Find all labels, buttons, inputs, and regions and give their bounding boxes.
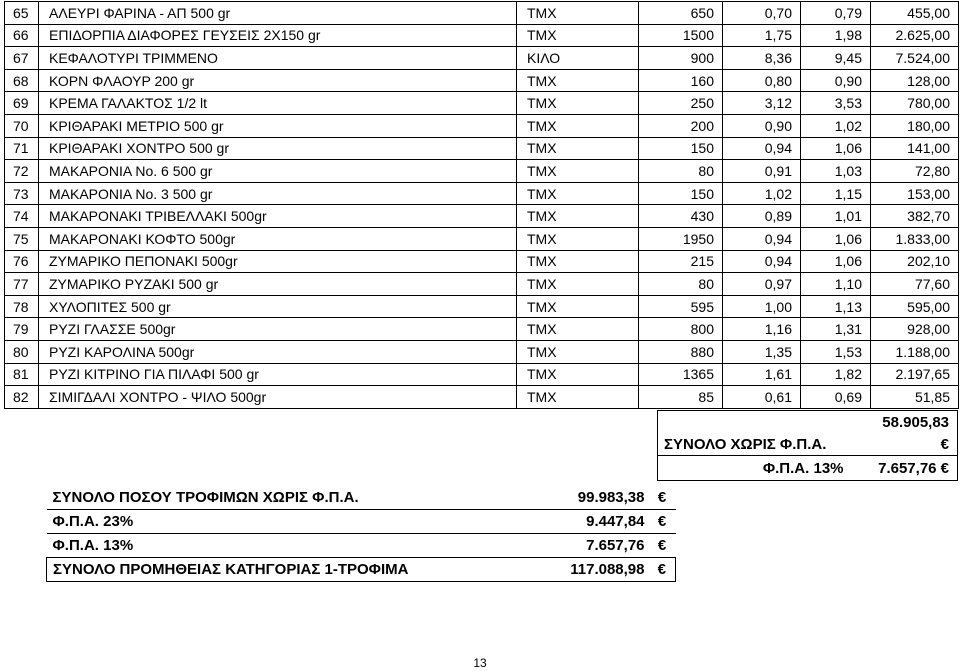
- item-description: ΚΟΡΝ ΦΛΑΟΥΡ 200 gr: [39, 69, 517, 92]
- item-unit: ΤΜΧ: [517, 137, 639, 160]
- totals-row: [47, 558, 676, 582]
- table-row: [5, 24, 959, 47]
- euro-sign: €: [649, 486, 676, 510]
- table-row: [5, 386, 959, 409]
- item-unit-price: 1,35: [723, 340, 801, 363]
- item-description: ΜΑΚΑΡΟΝΑΚΙ ΤΡΙΒΕΛΛΑΚΙ 500gr: [39, 205, 517, 228]
- item-total: 780,00: [871, 92, 959, 115]
- item-unit-price-vat: 1,31: [801, 318, 871, 341]
- item-total: 2.625,00: [871, 24, 959, 47]
- item-number: 74: [5, 205, 39, 228]
- item-number: 82: [5, 386, 39, 409]
- item-quantity: 650: [639, 2, 723, 25]
- item-unit-price: 0,61: [723, 386, 801, 409]
- item-unit-price-vat: 9,45: [801, 47, 871, 70]
- item-number: 67: [5, 47, 39, 70]
- item-unit-price: 1,00: [723, 295, 801, 318]
- item-total: 51,85: [871, 386, 959, 409]
- item-unit-price: 0,80: [723, 69, 801, 92]
- item-number: 66: [5, 24, 39, 47]
- item-total: 180,00: [871, 114, 959, 137]
- item-total: 141,00: [871, 137, 959, 160]
- vat13-value: 7.657,76 €: [850, 456, 958, 481]
- item-number: 81: [5, 363, 39, 386]
- item-unit-price-vat: 0,90: [801, 69, 871, 92]
- item-total: 72,80: [871, 160, 959, 183]
- item-total: 2.197,65: [871, 363, 959, 386]
- page-number: 13: [473, 656, 487, 670]
- item-unit: ΤΜΧ: [517, 386, 639, 409]
- item-description: ΕΠΙΔΟΡΠΙΑ ΔΙΑΦΟΡΕΣ ΓΕΥΣΕΙΣ 2Χ150 gr: [39, 24, 517, 47]
- item-quantity: 250: [639, 92, 723, 115]
- item-quantity: 215: [639, 250, 723, 273]
- table-row: [5, 205, 959, 228]
- item-unit-price: 1,02: [723, 182, 801, 205]
- item-description: ΧΥΛΟΠΙΤΕΣ 500 gr: [39, 295, 517, 318]
- total-label: Φ.Π.Α. 13%: [47, 534, 507, 558]
- item-unit-price-vat: 1,06: [801, 137, 871, 160]
- item-unit-price: 0,94: [723, 227, 801, 250]
- table-row: [5, 47, 959, 70]
- item-unit-price: 1,75: [723, 24, 801, 47]
- item-unit-price-vat: 0,79: [801, 2, 871, 25]
- table-row: [5, 137, 959, 160]
- item-number: 73: [5, 182, 39, 205]
- item-unit: ΚΙΛΟ: [517, 47, 639, 70]
- item-unit-price-vat: 1,98: [801, 24, 871, 47]
- table-row: [5, 295, 959, 318]
- table-row: [5, 182, 959, 205]
- item-number: 71: [5, 137, 39, 160]
- totals-row: [47, 534, 676, 558]
- item-unit-price-vat: 1,13: [801, 295, 871, 318]
- item-unit: ΤΜΧ: [517, 160, 639, 183]
- table-row: [5, 227, 959, 250]
- item-unit: ΤΜΧ: [517, 182, 639, 205]
- item-total: 77,60: [871, 273, 959, 296]
- total-label: ΣΥΝΟΛΟ ΠΟΣΟΥ ΤΡΟΦΙΜΩΝ ΧΩΡΙΣ Φ.Π.Α.: [47, 486, 507, 510]
- item-unit: ΤΜΧ: [517, 295, 639, 318]
- item-quantity: 85: [639, 386, 723, 409]
- item-unit-price-vat: 3,53: [801, 92, 871, 115]
- item-total: 1.833,00: [871, 227, 959, 250]
- total-value: 99.983,38: [507, 486, 649, 510]
- totals-row: [47, 510, 676, 534]
- item-unit-price: 0,70: [723, 2, 801, 25]
- item-description: ΖΥΜΑΡΙΚΟ ΡΥΖΑΚΙ 500 gr: [39, 273, 517, 296]
- item-quantity: 80: [639, 273, 723, 296]
- items-table-body: [5, 2, 959, 409]
- item-description: ΜΑΚΑΡΟΝΙΑ Νο. 6 500 gr: [39, 160, 517, 183]
- item-description: ΡΥΖΙ ΚΑΡΟΛΙΝΑ 500gr: [39, 340, 517, 363]
- item-quantity: 200: [639, 114, 723, 137]
- table-row: [5, 250, 959, 273]
- subtotal-label: ΣΥΝΟΛΟ ΧΩΡΙΣ Φ.Π.Α.: [658, 433, 850, 456]
- item-number: 79: [5, 318, 39, 341]
- item-quantity: 430: [639, 205, 723, 228]
- item-unit-price-vat: 1,01: [801, 205, 871, 228]
- total-label: Φ.Π.Α. 23%: [47, 510, 507, 534]
- item-quantity: 900: [639, 47, 723, 70]
- item-unit: ΤΜΧ: [517, 340, 639, 363]
- item-unit-price: 0,89: [723, 205, 801, 228]
- table-row: [5, 92, 959, 115]
- item-unit: ΤΜΧ: [517, 24, 639, 47]
- item-quantity: 1500: [639, 24, 723, 47]
- table-row: [5, 318, 959, 341]
- item-description: ΚΡΙΘΑΡΑΚΙ ΜΕΤΡΙΟ 500 gr: [39, 114, 517, 137]
- item-number: 68: [5, 69, 39, 92]
- item-number: 76: [5, 250, 39, 273]
- total-value: 117.088,98: [507, 558, 649, 582]
- table-row: [5, 273, 959, 296]
- total-value: 7.657,76: [507, 534, 649, 558]
- item-total: 382,70: [871, 205, 959, 228]
- item-number: 78: [5, 295, 39, 318]
- item-unit-price: 0,97: [723, 273, 801, 296]
- item-description: ΚΡΙΘΑΡΑΚΙ ΧΟΝΤΡΟ 500 gr: [39, 137, 517, 160]
- item-unit-price-vat: 1,06: [801, 227, 871, 250]
- item-unit-price-vat: 1,53: [801, 340, 871, 363]
- item-unit-price: 0,94: [723, 137, 801, 160]
- table-row: [5, 69, 959, 92]
- item-unit: ΤΜΧ: [517, 92, 639, 115]
- euro-sign: €: [850, 433, 958, 456]
- item-number: 75: [5, 227, 39, 250]
- item-description: ΡΥΖΙ ΓΛΑΣΣΕ 500gr: [39, 318, 517, 341]
- table-row: [5, 340, 959, 363]
- item-unit-price: 8,36: [723, 47, 801, 70]
- item-unit: ΤΜΧ: [517, 363, 639, 386]
- item-quantity: 880: [639, 340, 723, 363]
- item-quantity: 150: [639, 182, 723, 205]
- item-number: 70: [5, 114, 39, 137]
- item-unit-price-vat: 1,06: [801, 250, 871, 273]
- table-row: [5, 114, 959, 137]
- item-quantity: 800: [639, 318, 723, 341]
- item-number: 72: [5, 160, 39, 183]
- item-quantity: 160: [639, 69, 723, 92]
- item-total: 7.524,00: [871, 47, 959, 70]
- item-description: ΚΕΦΑΛΟΤΥΡΙ ΤΡΙΜΜΕΝΟ: [39, 47, 517, 70]
- item-unit: ΤΜΧ: [517, 114, 639, 137]
- item-unit-price-vat: 1,10: [801, 273, 871, 296]
- totals-row: [47, 486, 676, 510]
- items-table: [4, 1, 959, 409]
- item-description: ΖΥΜΑΡΙΚΟ ΠΕΠΟΝΑΚΙ 500gr: [39, 250, 517, 273]
- euro-sign: €: [649, 558, 676, 582]
- item-quantity: 595: [639, 295, 723, 318]
- euro-sign: €: [649, 534, 676, 558]
- item-unit-price-vat: 0,69: [801, 386, 871, 409]
- item-total: 928,00: [871, 318, 959, 341]
- item-unit-price-vat: 1,15: [801, 182, 871, 205]
- vat13-label: Φ.Π.Α. 13%: [658, 456, 850, 481]
- item-number: 77: [5, 273, 39, 296]
- item-unit: ΤΜΧ: [517, 250, 639, 273]
- item-number: 80: [5, 340, 39, 363]
- item-description: ΣΙΜΙΓΔΑΛΙ ΧΟΝΤΡΟ - ΨΙΛΟ 500gr: [39, 386, 517, 409]
- item-unit-price-vat: 1,82: [801, 363, 871, 386]
- item-quantity: 1950: [639, 227, 723, 250]
- item-quantity: 1365: [639, 363, 723, 386]
- item-unit: ΤΜΧ: [517, 2, 639, 25]
- item-total: 595,00: [871, 295, 959, 318]
- item-description: ΑΛΕΥΡΙ ΦΑΡΙΝΑ - ΑΠ 500 gr: [39, 2, 517, 25]
- item-unit: ΤΜΧ: [517, 273, 639, 296]
- subtotal-value: 58.905,83: [658, 411, 958, 434]
- item-unit-price: 0,91: [723, 160, 801, 183]
- item-quantity: 80: [639, 160, 723, 183]
- item-number: 69: [5, 92, 39, 115]
- item-unit-price: 3,12: [723, 92, 801, 115]
- vat-summary-box: [657, 410, 958, 481]
- item-unit: ΤΜΧ: [517, 318, 639, 341]
- item-unit: ΤΜΧ: [517, 205, 639, 228]
- item-unit: ΤΜΧ: [517, 227, 639, 250]
- item-unit-price: 1,16: [723, 318, 801, 341]
- totals-box: [46, 486, 676, 582]
- item-unit-price-vat: 1,03: [801, 160, 871, 183]
- item-description: ΜΑΚΑΡΟΝΙΑ Νο. 3 500 gr: [39, 182, 517, 205]
- item-total: 153,00: [871, 182, 959, 205]
- item-unit-price: 1,61: [723, 363, 801, 386]
- item-quantity: 150: [639, 137, 723, 160]
- item-total: 1.188,00: [871, 340, 959, 363]
- item-description: ΜΑΚΑΡΟΝΑΚΙ ΚΟΦΤΟ 500gr: [39, 227, 517, 250]
- item-number: 65: [5, 2, 39, 25]
- item-total: 128,00: [871, 69, 959, 92]
- total-value: 9.447,84: [507, 510, 649, 534]
- table-row: [5, 160, 959, 183]
- item-description: ΡΥΖΙ ΚΙΤΡΙΝΟ ΓΙΑ ΠΙΛΑΦΙ 500 gr: [39, 363, 517, 386]
- table-row: [5, 2, 959, 25]
- item-unit-price: 0,94: [723, 250, 801, 273]
- item-unit-price-vat: 1,02: [801, 114, 871, 137]
- item-total: 202,10: [871, 250, 959, 273]
- table-row: [5, 363, 959, 386]
- item-unit-price: 0,90: [723, 114, 801, 137]
- total-label: ΣΥΝΟΛΟ ΠΡΟΜΗΘΕΙΑΣ ΚΑΤΗΓΟΡΙΑΣ 1-ΤΡΟΦΙΜΑ: [47, 558, 507, 582]
- item-unit: ΤΜΧ: [517, 69, 639, 92]
- item-total: 455,00: [871, 2, 959, 25]
- item-description: ΚΡΕΜΑ ΓΑΛΑΚΤΟΣ 1/2 lt: [39, 92, 517, 115]
- euro-sign: €: [649, 510, 676, 534]
